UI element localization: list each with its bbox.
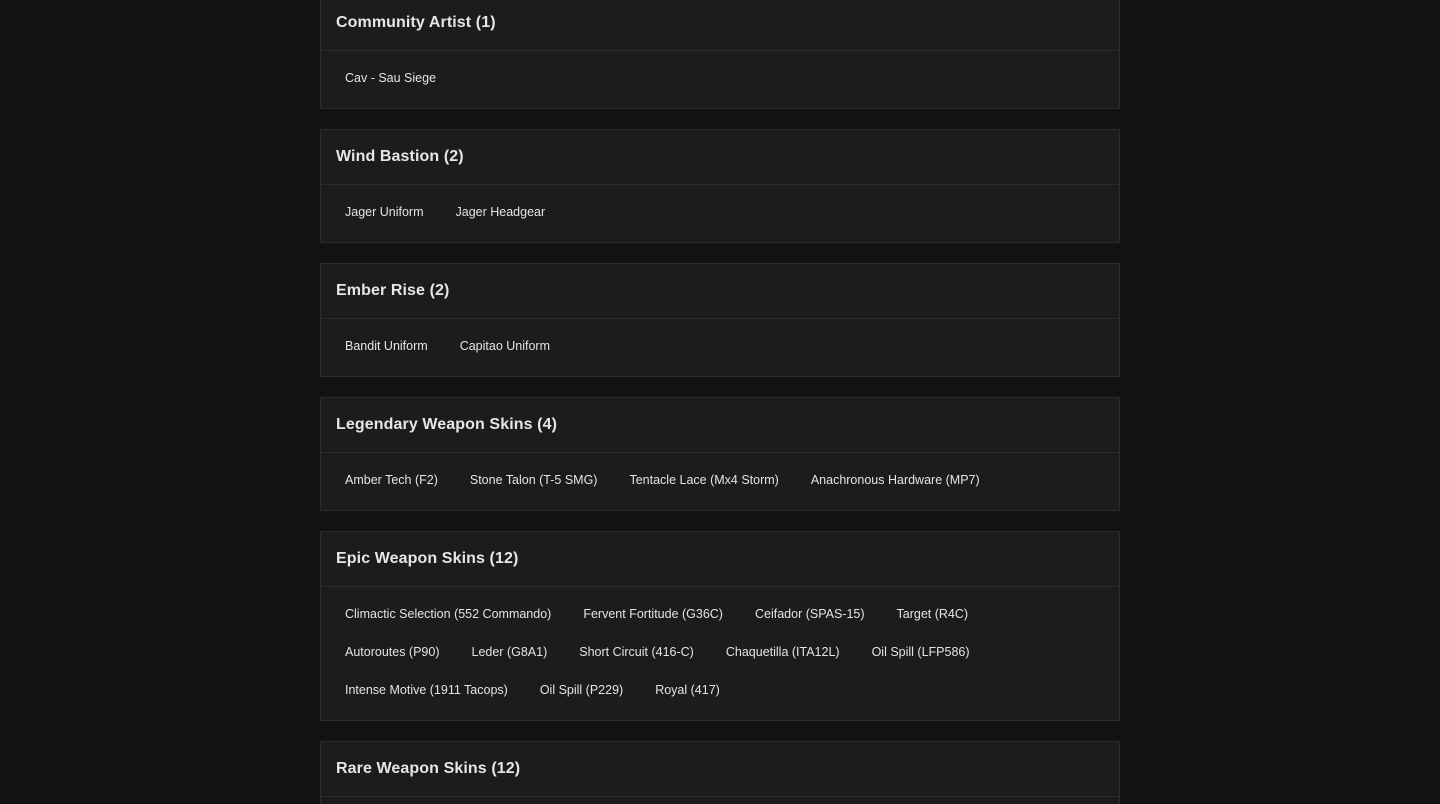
skin-item[interactable]: Autoroutes (P90)	[345, 645, 440, 659]
skin-item[interactable]: Target (R4C)	[896, 607, 969, 621]
section-title: Ember Rise (2)	[336, 282, 450, 299]
skin-item[interactable]: Short Circuit (416-C)	[579, 645, 694, 659]
skin-item[interactable]: Leder (G8A1)	[471, 645, 548, 659]
skin-item[interactable]: Fervent Fortitude (G36C)	[583, 607, 723, 621]
skin-item[interactable]: Tentacle Lace (Mx4 Storm)	[629, 473, 779, 487]
section-header	[321, 532, 1119, 587]
skin-item[interactable]: Ceifador (SPAS-15)	[754, 607, 865, 621]
skin-item[interactable]: Chaquetilla (ITA12L)	[725, 645, 840, 659]
skin-item[interactable]: Oil Spill (LFP586)	[871, 645, 970, 659]
skin-item[interactable]: Stone Talon (T-5 SMG)	[469, 473, 598, 487]
section-title: Epic Weapon Skins (12)	[336, 550, 519, 567]
section-ember-rise	[320, 263, 1120, 377]
collection-list	[320, 0, 1120, 804]
section-legendary-weapon-skins	[320, 397, 1120, 511]
section-rare-weapon-skins	[320, 741, 1120, 804]
section-header	[321, 130, 1119, 185]
section-header	[321, 398, 1119, 453]
section-title: Wind Bastion (2)	[336, 148, 464, 165]
skin-item[interactable]: Capitao Uniform	[459, 339, 551, 353]
section-title: Rare Weapon Skins (12)	[336, 760, 521, 777]
skin-item[interactable]: Cav - Sau Siege	[345, 71, 437, 85]
section-title: Legendary Weapon Skins (4)	[336, 416, 558, 433]
skin-item[interactable]: Jager Headgear	[455, 205, 546, 219]
skin-item[interactable]: Climactic Selection (552 Commando)	[345, 607, 552, 621]
section-community-artist	[320, 0, 1120, 109]
skin-item[interactable]: Amber Tech (F2)	[345, 473, 438, 487]
skin-item[interactable]: Intense Motive (1911 Tacops)	[345, 683, 508, 697]
skin-item[interactable]: Bandit Uniform	[345, 339, 428, 353]
section-items	[321, 185, 1119, 242]
section-header	[321, 0, 1119, 51]
section-epic-weapon-skins	[320, 531, 1120, 721]
section-items	[321, 587, 1119, 720]
skin-item[interactable]: Oil Spill (P229)	[539, 683, 624, 697]
section-header	[321, 742, 1119, 797]
section-items	[321, 51, 1119, 108]
skin-item[interactable]: Royal (417)	[655, 683, 720, 697]
skin-item[interactable]: Jager Uniform	[345, 205, 424, 219]
skin-item[interactable]: Anachronous Hardware (MP7)	[810, 473, 980, 487]
section-items	[321, 453, 1119, 510]
section-items	[321, 797, 1119, 804]
section-items	[321, 319, 1119, 376]
section-header	[321, 264, 1119, 319]
section-title: Community Artist (1)	[336, 14, 496, 31]
section-wind-bastion	[320, 129, 1120, 243]
